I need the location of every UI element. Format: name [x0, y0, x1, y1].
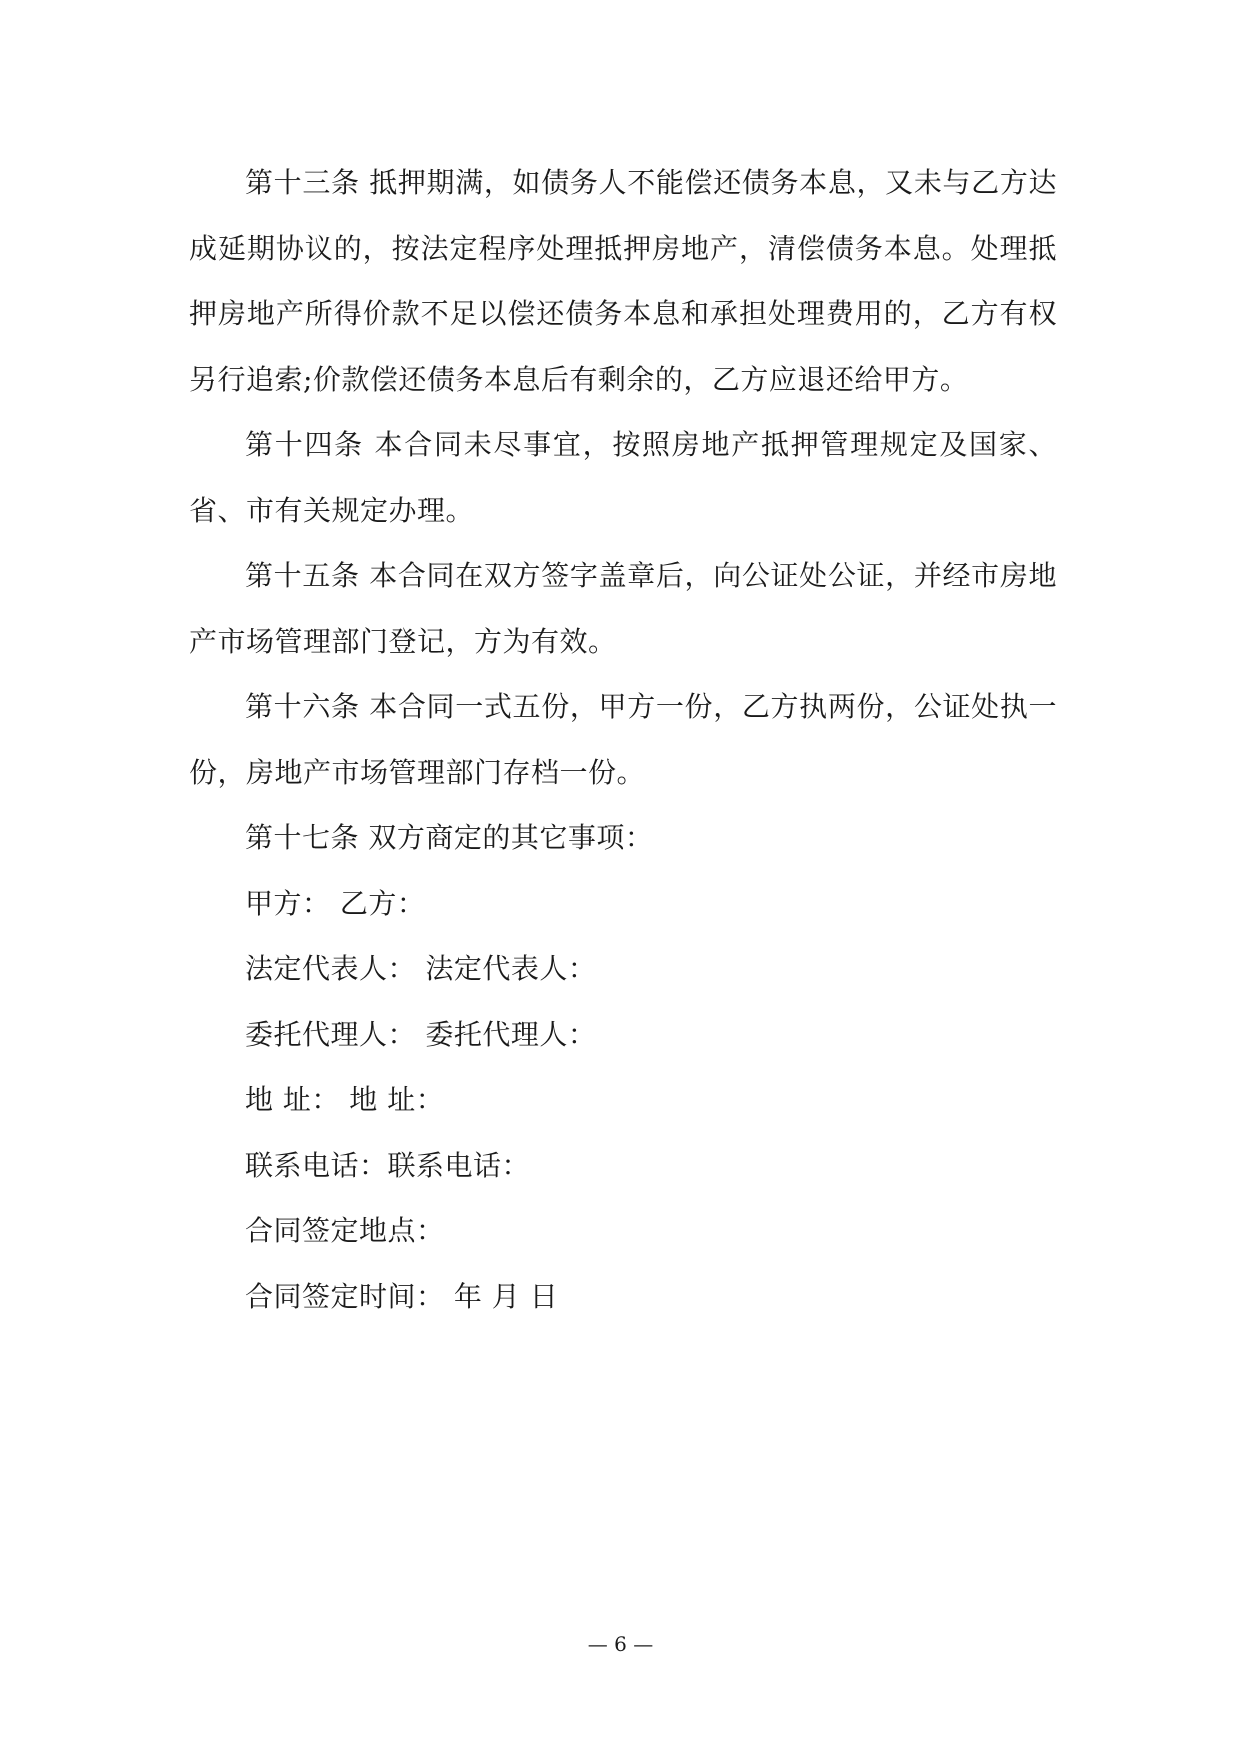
legal-representative-line: 法定代表人： 法定代表人：: [245, 952, 597, 985]
document-body: [189, 150, 1057, 1329]
article-14-paragraph: 第十四条 本合同未尽事宜，按照房地产抵押管理规定及国家、省、市有关规定办理。: [189, 428, 1057, 527]
article-16-paragraph: 第十六条 本合同一式五份，甲方一份，乙方执两份，公证处执一份，房地产市场管理部门存档一份。: [189, 690, 1057, 789]
article-17-paragraph: 第十七条 双方商定的其它事项：: [245, 821, 654, 854]
article-15-paragraph: 第十五条 本合同在双方签字盖章后，向公证处公证，并经市房地产市场管理部门登记，方为有效。: [189, 559, 1057, 658]
address-line: 地 址： 地 址：: [245, 1083, 445, 1116]
authorized-agent-line: 委托代理人： 委托代理人：: [245, 1017, 597, 1051]
page-number: — 6 —: [587, 1632, 654, 1656]
signing-place-line: 合同签定地点：: [245, 1214, 445, 1247]
article-13-paragraph: 第十三条 抵押期满，如债务人不能偿还债务本息，又未与乙方达成延期协议的，按法定程序处理抵押房地产，清偿债务本息。处理抵押房地产所得价款不足以偿还债务本息和承担处理费用的，乙方有权另行追索;价款偿还债务本息后有剩余的，乙方应退还给甲方。: [189, 166, 1057, 396]
signing-date-line: 合同签定时间： 年 月 日: [245, 1279, 559, 1313]
phone-line: 联系电话：联系电话：: [245, 1148, 531, 1182]
party-line: 甲方： 乙方：: [245, 886, 426, 920]
